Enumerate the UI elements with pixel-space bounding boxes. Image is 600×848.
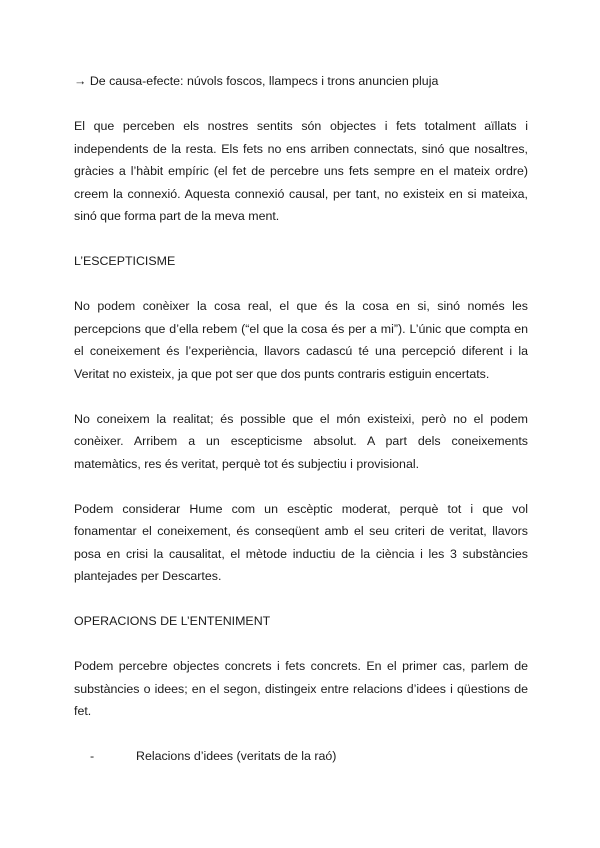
document-body (74, 70, 528, 768)
section-heading-operations: OPERACIONS DE L’ENTENIMENT (74, 614, 271, 628)
paragraph-perception: Podem percebre objectes concrets i fets concrets. En el primer cas, parlem de substàncies o idees; en el segon, distingeix entre relacions d’idees i qüestions de fet. (74, 659, 528, 718)
list-item (74, 745, 528, 768)
paragraph-causal-connection: El que perceben els nostres sentits són objectes i fets totalment aïllats i independents de la resta. Els fets no ens arriben connectats, sinó que nosaltres, gràcies a l’hàbit empíric (el fet de percebre uns fets sempre en el mateix ordre) creem la connexió. Aquesta connexió causal, per tant, no existeix en si mateixa, sinó que forma part de la meva ment. (74, 119, 528, 223)
section-heading-scepticism: L’ESCEPTICISME (74, 254, 176, 268)
paragraph-moderate-sceptic: Podem considerar Hume com un escèptic moderat, perquè tot i que vol fonamentar el coneixement, és conseqüent amb el seu criteri de veritat, llavors posa en crisi la causalitat, el mètode inductiu de la ciència i les 3 substàncies plantejades per Descartes. (74, 501, 528, 583)
intro-line: → De causa-efecte: núvols foscos, llampecs i trons anuncien pluja (74, 74, 439, 88)
paragraph-real-thing: No podem conèixer la cosa real, el que és la cosa en si, sinó només les percepcions que d’ella rebem (“el que la cosa és per a mi”). L’únic que compta en el coneixement és l’experiència, llavors cadascú té una percepció diferent i la Veritat no existeix, ja que pot ser que dos punts contraris estiguin encertats. (74, 299, 528, 381)
bullet-list (74, 745, 528, 768)
paragraph-absolute-scepticism: No coneixem la realitat; és possible que el món existeixi, però no el podem conèixer. Arribem a un escepticisme absolut. A part dels coneixements matemàtics, res és veritat, perquè tot és subjectiu i provisional. (74, 411, 528, 471)
list-item-text: Relacions d’idees (veritats de la raó) (136, 749, 337, 763)
dash-bullet-icon: - (90, 749, 95, 763)
